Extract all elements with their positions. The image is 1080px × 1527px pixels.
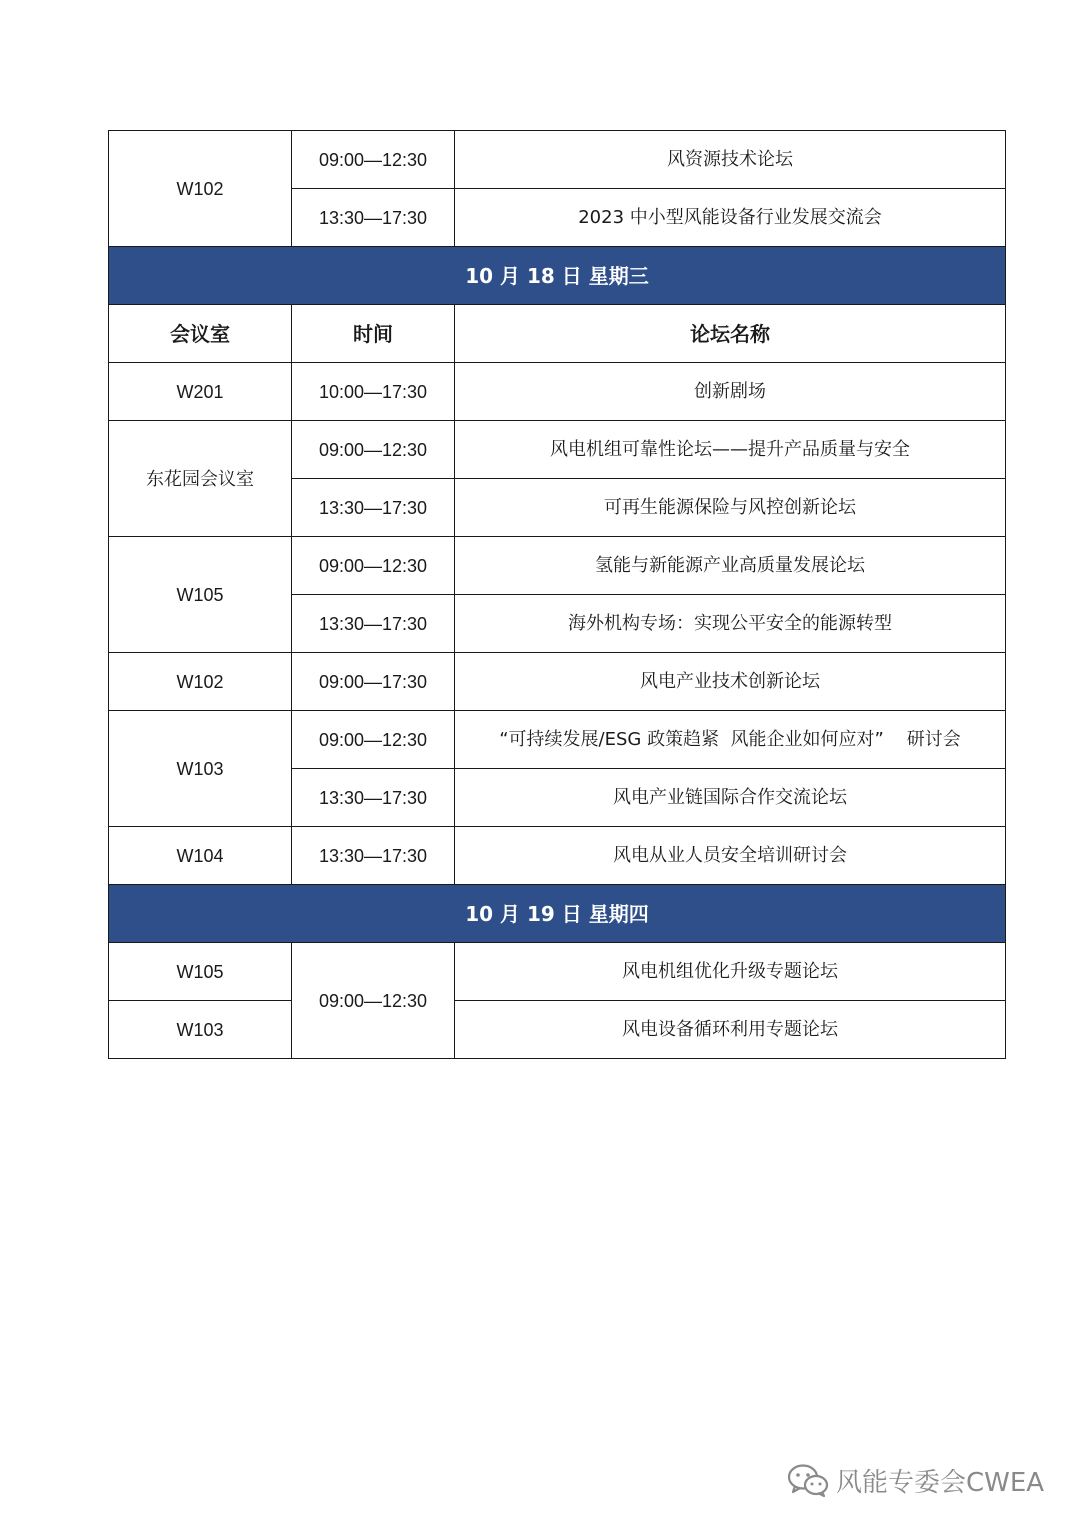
day-title: 10 月 19 日 星期四 <box>109 885 1006 943</box>
time-cell: 09:00—12:30 <box>292 537 455 595</box>
table-row <box>109 537 1006 595</box>
day-title: 10 月 18 日 星期三 <box>109 247 1006 305</box>
day-header-row <box>109 885 1006 943</box>
room-cell: W201 <box>109 363 292 421</box>
forum-cell: 氢能与新能源产业高质量发展论坛 <box>455 537 1006 595</box>
room-cell: W104 <box>109 827 292 885</box>
forum-cell: 风资源技术论坛 <box>455 131 1006 189</box>
wechat-icon <box>786 1462 830 1498</box>
column-header-time: 时间 <box>292 305 455 363</box>
table-row <box>109 1001 1006 1059</box>
forum-cell: 风电产业技术创新论坛 <box>455 653 1006 711</box>
forum-cell: 2023 中小型风能设备行业发展交流会 <box>455 189 1006 247</box>
watermark <box>786 1458 1044 1502</box>
time-cell: 13:30—17:30 <box>292 827 455 885</box>
forum-cell: 风电产业链国际合作交流论坛 <box>455 769 1006 827</box>
time-cell: 09:00—12:30 <box>292 421 455 479</box>
time-cell: 10:00—17:30 <box>292 363 455 421</box>
table-row <box>109 827 1006 885</box>
column-header-forum: 论坛名称 <box>455 305 1006 363</box>
forum-cell: 风电从业人员安全培训研讨会 <box>455 827 1006 885</box>
room-cell: W103 <box>109 1001 292 1059</box>
forum-cell: 风电机组优化升级专题论坛 <box>455 943 1006 1001</box>
forum-cell: 风电机组可靠性论坛——提升产品质量与安全 <box>455 421 1006 479</box>
time-cell: 09:00—12:30 <box>292 131 455 189</box>
table-row <box>109 421 1006 479</box>
time-cell: 09:00—17:30 <box>292 653 455 711</box>
table-row <box>109 943 1006 1001</box>
room-cell: W103 <box>109 711 292 827</box>
time-cell: 09:00—12:30 <box>292 711 455 769</box>
forum-cell: 创新剧场 <box>455 363 1006 421</box>
room-cell: W105 <box>109 537 292 653</box>
room-cell: 东花园会议室 <box>109 421 292 537</box>
forum-schedule-table <box>108 130 1006 1059</box>
time-cell: 13:30—17:30 <box>292 479 455 537</box>
time-cell: 13:30—17:30 <box>292 189 455 247</box>
day-header-row <box>109 247 1006 305</box>
watermark-text: 风能专委会CWEA <box>836 1467 1045 1498</box>
time-cell: 09:00—12:30 <box>292 943 455 1059</box>
time-cell: 13:30—17:30 <box>292 595 455 653</box>
column-header-row <box>109 305 1006 363</box>
column-header-room: 会议室 <box>109 305 292 363</box>
forum-cell: 可再生能源保险与风控创新论坛 <box>455 479 1006 537</box>
table-row <box>109 131 1006 189</box>
table-row <box>109 363 1006 421</box>
room-cell: W102 <box>109 131 292 247</box>
time-cell: 13:30—17:30 <box>292 769 455 827</box>
table-row <box>109 653 1006 711</box>
table-row <box>109 711 1006 769</box>
forum-cell: “可持续发展/ESG 政策趋紧 风能企业如何应对” 研讨会 <box>455 711 1006 769</box>
forum-cell: 海外机构专场：实现公平安全的能源转型 <box>455 595 1006 653</box>
room-cell: W102 <box>109 653 292 711</box>
room-cell: W105 <box>109 943 292 1001</box>
forum-cell: 风电设备循环利用专题论坛 <box>455 1001 1006 1059</box>
